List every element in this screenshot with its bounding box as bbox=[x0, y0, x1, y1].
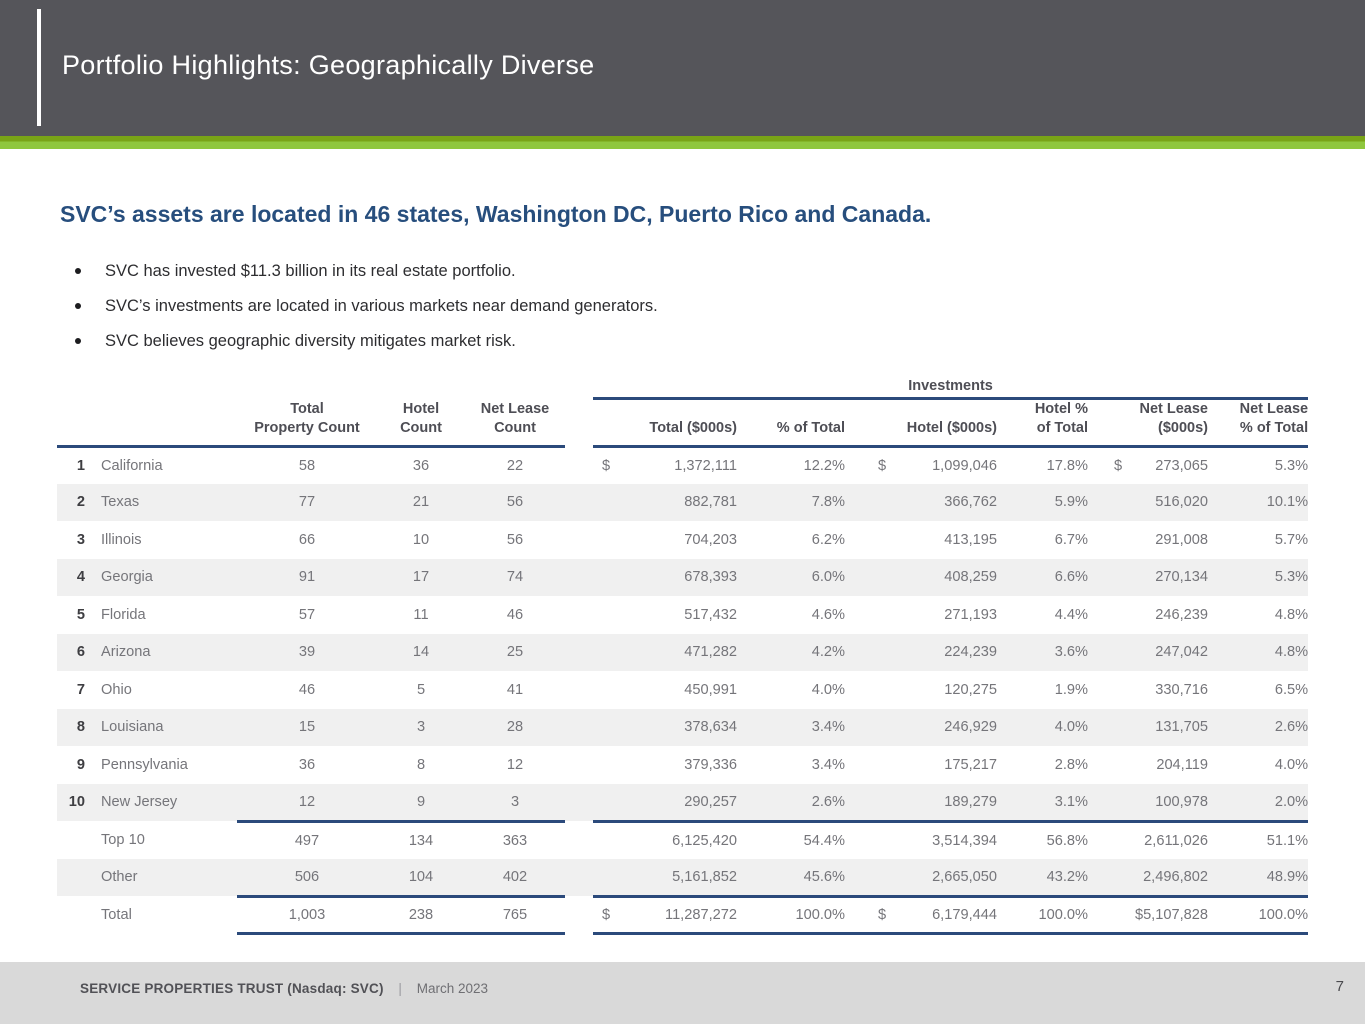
cell-pct_of_total: 3.4% bbox=[811, 756, 845, 773]
table-row bbox=[57, 559, 1308, 597]
cell-pct_of_total: 4.6% bbox=[811, 606, 845, 623]
cell-gap bbox=[565, 746, 593, 784]
investment-total-header: Total ($000s) bbox=[593, 398, 737, 446]
cell-investment_hotel: 175,217 bbox=[944, 756, 997, 773]
cell-net_lease_count: 28 bbox=[506, 719, 524, 736]
cell-property_count: 39 bbox=[298, 644, 316, 661]
cell-investment_net_lease: 2,611,026 bbox=[1125, 821, 1208, 859]
table-row bbox=[57, 671, 1308, 709]
investments-group-header: Investments bbox=[593, 372, 1308, 398]
cell-currency_net_lease bbox=[1088, 746, 1125, 784]
cell-currency_hotel bbox=[845, 634, 889, 672]
cell-net_lease_count: 3 bbox=[510, 793, 520, 810]
investment-net-lease-header: Net Lease ($000s) bbox=[1088, 398, 1208, 446]
cell-investment_net_lease: 291,008 bbox=[1155, 531, 1208, 548]
cell-state: California bbox=[101, 457, 163, 474]
cell-investment_hotel: 6,179,444 bbox=[889, 896, 997, 934]
cell-currency_hotel bbox=[845, 559, 889, 597]
table-row bbox=[57, 521, 1308, 559]
cell-investment_total: 704,203 bbox=[684, 531, 737, 548]
cell-investment_total: 450,991 bbox=[684, 681, 737, 698]
cell-investment_hotel: 246,929 bbox=[944, 719, 997, 736]
cell-investment_total: 882,781 bbox=[684, 494, 737, 511]
cell-investment_hotel: 2,665,050 bbox=[889, 859, 997, 897]
cell-currency_hotel bbox=[845, 596, 889, 634]
table-row bbox=[57, 821, 1308, 859]
cell-investment_hotel: 120,275 bbox=[944, 681, 997, 698]
cell-investment_net_lease: 516,020 bbox=[1155, 494, 1208, 511]
cell-gap bbox=[565, 671, 593, 709]
cell-currency_total bbox=[593, 709, 618, 747]
cell-gap bbox=[565, 596, 593, 634]
cell-hotel_pct_of_total: 2.8% bbox=[1054, 756, 1088, 773]
cell-currency_net_lease bbox=[1088, 596, 1125, 634]
cell-currency_net_lease bbox=[1088, 709, 1125, 747]
cell-pct_of_total: 45.6% bbox=[737, 859, 845, 897]
investment-hotel-header: Hotel ($000s) bbox=[845, 398, 997, 446]
cell-currency_total: $ bbox=[602, 457, 611, 474]
cell-net_lease_pct_of_total: 100.0% bbox=[1208, 896, 1308, 934]
cell-pct_of_total: 6.2% bbox=[811, 531, 845, 548]
cell-currency_net_lease bbox=[1088, 671, 1125, 709]
cell-gap bbox=[565, 821, 593, 859]
cell-investment_total: 517,432 bbox=[684, 606, 737, 623]
cell-property_count: 506 bbox=[237, 859, 377, 897]
cell-hotel_pct_of_total: 43.2% bbox=[997, 859, 1088, 897]
cell-currency_net_lease bbox=[1088, 896, 1125, 934]
cell-hotel_pct_of_total: 56.8% bbox=[997, 821, 1088, 859]
green-stripe bbox=[0, 136, 1365, 149]
cell-currency_hotel bbox=[845, 821, 889, 859]
cell-state: Pennsylvania bbox=[101, 756, 188, 773]
cell-state: Georgia bbox=[101, 569, 153, 586]
cell-rank: 8 bbox=[76, 719, 85, 736]
cell-hotel_pct_of_total: 3.6% bbox=[1054, 644, 1088, 661]
cell-hotel_pct_of_total: 6.6% bbox=[1054, 569, 1088, 586]
cell-currency_total bbox=[593, 634, 618, 672]
cell-currency_total bbox=[593, 671, 618, 709]
cell-rank: 6 bbox=[76, 644, 85, 661]
cell-investment_hotel: 189,279 bbox=[944, 793, 997, 810]
cell-rank: 7 bbox=[76, 681, 85, 698]
cell-currency_hotel bbox=[845, 709, 889, 747]
cell-property_count: 66 bbox=[298, 531, 316, 548]
cell-pct_of_total: 6.0% bbox=[811, 569, 845, 586]
cell-investment_total: 5,161,852 bbox=[618, 859, 737, 897]
cell-rank: 1 bbox=[76, 457, 85, 474]
cell-hotel_count: 3 bbox=[416, 719, 426, 736]
table-row bbox=[57, 784, 1308, 822]
cell-rank: 10 bbox=[68, 794, 85, 811]
cell-investment_hotel: 271,193 bbox=[944, 606, 997, 623]
cell-currency_total: $ bbox=[593, 896, 618, 934]
cell-gap bbox=[565, 521, 593, 559]
cell-investment_net_lease: 273,065 bbox=[1155, 457, 1208, 474]
cell-investment_net_lease: 330,716 bbox=[1155, 681, 1208, 698]
cell-net_lease_count: 25 bbox=[506, 644, 524, 661]
table-body bbox=[57, 446, 1308, 934]
cell-investment_total: 678,393 bbox=[684, 569, 737, 586]
cell-net_lease_count: 74 bbox=[506, 569, 524, 586]
cell-hotel_count: 9 bbox=[416, 793, 426, 810]
cell-pct_of_total: 54.4% bbox=[737, 821, 845, 859]
cell-net_lease_pct_of_total: 5.3% bbox=[1274, 457, 1309, 474]
cell-net_lease_pct_of_total: 6.5% bbox=[1274, 681, 1309, 698]
cell-hotel_pct_of_total: 1.9% bbox=[1054, 681, 1088, 698]
pct-of-total-header: % of Total bbox=[737, 398, 845, 446]
cell-pct_of_total: 3.4% bbox=[811, 719, 845, 736]
slide-title: Portfolio Highlights: Geographically Diverse bbox=[62, 50, 595, 80]
cell-hotel_count: 134 bbox=[377, 821, 465, 859]
cell-property_count: 15 bbox=[298, 719, 316, 736]
cell-gap bbox=[565, 859, 593, 897]
cell-currency_total bbox=[593, 821, 618, 859]
cell-hotel_pct_of_total: 4.0% bbox=[1054, 719, 1088, 736]
cell-investment_total: 6,125,420 bbox=[618, 821, 737, 859]
cell-rank bbox=[57, 896, 85, 934]
cell-hotel_pct_of_total: 3.1% bbox=[1054, 793, 1088, 810]
cell-pct_of_total: 4.0% bbox=[811, 681, 845, 698]
table-row bbox=[57, 446, 1308, 484]
cell-hotel_pct_of_total: 100.0% bbox=[997, 896, 1088, 934]
cell-net_lease_pct_of_total: 2.0% bbox=[1274, 793, 1309, 810]
cell-investment_total: 471,282 bbox=[684, 644, 737, 661]
cell-net_lease_pct_of_total: 2.6% bbox=[1274, 719, 1309, 736]
group-row-spacer bbox=[57, 372, 593, 398]
bullet-text: SVC’s investments are located in various markets near demand generators. bbox=[105, 297, 658, 315]
cell-net_lease_pct_of_total: 4.8% bbox=[1274, 644, 1309, 661]
cell-property_count: 1,003 bbox=[237, 896, 377, 934]
cell-state: Ohio bbox=[101, 681, 132, 698]
cell-state: Illinois bbox=[101, 531, 142, 548]
cell-currency_net_lease bbox=[1088, 484, 1125, 522]
hotel-count-header: Hotel Count bbox=[377, 398, 465, 446]
cell-hotel_count: 104 bbox=[377, 859, 465, 897]
table-row bbox=[57, 896, 1308, 934]
cell-currency_hotel bbox=[845, 859, 889, 897]
table-row bbox=[57, 634, 1308, 672]
cell-net_lease_pct_of_total: 4.8% bbox=[1274, 606, 1309, 623]
cell-state: Total bbox=[101, 906, 132, 923]
bullet-icon bbox=[75, 268, 81, 274]
cell-property_count: 36 bbox=[298, 756, 316, 773]
cell-net_lease_pct_of_total: 4.0% bbox=[1274, 756, 1309, 773]
footer-text bbox=[80, 981, 488, 996]
footer-date: March 2023 bbox=[416, 981, 488, 996]
cell-property_count: 91 bbox=[298, 569, 316, 586]
cell-net_lease_count: 363 bbox=[465, 821, 565, 859]
table-row bbox=[57, 709, 1308, 747]
cell-property_count: 12 bbox=[298, 793, 316, 810]
cell-investment_net_lease: 100,978 bbox=[1155, 793, 1208, 810]
cell-investment_total: 379,336 bbox=[684, 756, 737, 773]
cell-currency_net_lease bbox=[1088, 859, 1125, 897]
company-name: SERVICE PROPERTIES TRUST (Nasdaq: SVC) bbox=[80, 981, 384, 996]
cell-investment_net_lease: 131,705 bbox=[1155, 719, 1208, 736]
cell-investment_net_lease: 270,134 bbox=[1155, 569, 1208, 586]
cell-rank: 2 bbox=[76, 494, 85, 511]
cell-investment_total: 11,287,272 bbox=[618, 896, 737, 934]
cell-currency_hotel bbox=[845, 521, 889, 559]
table-row bbox=[57, 484, 1308, 522]
cell-investment_hotel: 408,259 bbox=[944, 569, 997, 586]
cell-net_lease_count: 56 bbox=[506, 494, 524, 511]
net-lease-count-header: Net Lease Count bbox=[465, 398, 565, 446]
cell-pct_of_total: 12.2% bbox=[803, 457, 845, 474]
cell-property_count: 57 bbox=[298, 606, 316, 623]
bullet-text: SVC believes geographic diversity mitigates market risk. bbox=[105, 332, 516, 350]
header-bar bbox=[0, 0, 1365, 136]
table-row bbox=[57, 746, 1308, 784]
hotel-pct-header: Hotel % of Total bbox=[997, 398, 1088, 446]
cell-hotel_count: 8 bbox=[416, 756, 426, 773]
cell-net_lease_count: 22 bbox=[506, 457, 524, 474]
cell-net_lease_count: 56 bbox=[506, 531, 524, 548]
cell-gap bbox=[565, 634, 593, 672]
cell-net_lease_count: 12 bbox=[506, 756, 524, 773]
cell-net_lease_pct_of_total: 10.1% bbox=[1266, 494, 1309, 511]
cell-currency_net_lease bbox=[1088, 521, 1125, 559]
portfolio-table-wrapper bbox=[57, 372, 1308, 935]
cell-investment_net_lease: 2,496,802 bbox=[1125, 859, 1208, 897]
footer-band bbox=[0, 962, 1365, 1024]
cell-investment_net_lease: 204,119 bbox=[1156, 756, 1208, 773]
cell-investment_total: 290,257 bbox=[684, 793, 737, 810]
cell-rank bbox=[57, 859, 85, 897]
cell-pct_of_total: 4.2% bbox=[811, 644, 845, 661]
cell-gap bbox=[565, 484, 593, 522]
bullet-list bbox=[75, 261, 658, 366]
cell-net_lease_count: 41 bbox=[506, 681, 524, 698]
cell-net_lease_pct_of_total: 51.1% bbox=[1208, 821, 1308, 859]
cell-property_count: 46 bbox=[298, 681, 316, 698]
cell-investment_net_lease: 247,042 bbox=[1155, 644, 1208, 661]
net-lease-pct-header: Net Lease % of Total bbox=[1208, 398, 1308, 446]
cell-state: Louisiana bbox=[101, 719, 164, 736]
cell-hotel_pct_of_total: 17.8% bbox=[1046, 457, 1088, 474]
cell-rank: 3 bbox=[76, 531, 85, 548]
cell-gap bbox=[565, 559, 593, 597]
slide-heading: SVC’s assets are located in 46 states, Washington DC, Puerto Rico and Canada. bbox=[60, 201, 932, 227]
cell-investment_hotel: 224,239 bbox=[944, 644, 997, 661]
bullet-icon bbox=[75, 303, 81, 309]
cell-currency_net_lease bbox=[1088, 821, 1125, 859]
cell-investment_hotel: 413,195 bbox=[944, 531, 997, 548]
cell-hotel_count: 21 bbox=[412, 494, 430, 511]
cell-state: Texas bbox=[101, 494, 140, 511]
cell-currency_hotel bbox=[845, 671, 889, 709]
cell-state: Arizona bbox=[101, 644, 151, 661]
cell-state: Florida bbox=[101, 606, 146, 623]
cell-investment_net_lease: $5,107,828 bbox=[1125, 896, 1208, 934]
cell-currency_hotel bbox=[845, 784, 889, 822]
cell-rank bbox=[57, 821, 85, 859]
cell-pct_of_total: 2.6% bbox=[811, 793, 845, 810]
cell-investment_net_lease: 246,239 bbox=[1155, 606, 1208, 623]
title-accent-bar bbox=[37, 9, 41, 126]
table-row bbox=[57, 596, 1308, 634]
cell-investment_total: 1,372,111 bbox=[674, 457, 737, 474]
cell-hotel_pct_of_total: 5.9% bbox=[1054, 494, 1088, 511]
bullet-item bbox=[75, 261, 658, 281]
cell-currency_hotel: $ bbox=[878, 457, 887, 474]
cell-hotel_count: 14 bbox=[412, 644, 430, 661]
cell-rank: 4 bbox=[76, 569, 85, 586]
cell-property_count: 497 bbox=[237, 821, 377, 859]
cell-rank: 5 bbox=[76, 606, 85, 623]
cell-currency_hotel: $ bbox=[845, 896, 889, 934]
cell-currency_net_lease bbox=[1088, 559, 1125, 597]
cell-currency_total bbox=[593, 559, 618, 597]
cell-investment_hotel: 3,514,394 bbox=[889, 821, 997, 859]
cell-pct_of_total: 7.8% bbox=[811, 494, 845, 511]
cell-currency_total bbox=[593, 484, 618, 522]
bullet-item bbox=[75, 296, 658, 316]
cell-net_lease_count: 402 bbox=[465, 859, 565, 897]
cell-gap bbox=[565, 784, 593, 822]
cell-currency_hotel bbox=[845, 746, 889, 784]
table-row bbox=[57, 859, 1308, 897]
cell-hotel_count: 10 bbox=[412, 531, 430, 548]
column-header-row bbox=[57, 398, 1308, 446]
footer-separator: | bbox=[398, 981, 402, 996]
property-count-header: Total Property Count bbox=[237, 398, 377, 446]
portfolio-table bbox=[57, 372, 1308, 935]
cell-state: Other bbox=[101, 869, 138, 886]
cell-net_lease_pct_of_total: 48.9% bbox=[1208, 859, 1308, 897]
cell-state: Top 10 bbox=[101, 831, 145, 848]
cell-hotel_count: 36 bbox=[412, 457, 430, 474]
cell-net_lease_pct_of_total: 5.7% bbox=[1274, 531, 1309, 548]
gap-column bbox=[565, 398, 593, 446]
cell-hotel_pct_of_total: 4.4% bbox=[1054, 606, 1088, 623]
cell-gap bbox=[565, 709, 593, 747]
cell-state: New Jersey bbox=[101, 794, 178, 811]
bullet-text: SVC has invested $11.3 billion in its real estate portfolio. bbox=[105, 262, 516, 280]
cell-rank: 9 bbox=[76, 756, 85, 773]
cell-investment_hotel: 366,762 bbox=[944, 494, 997, 511]
cell-currency_net_lease bbox=[1088, 634, 1125, 672]
cell-property_count: 58 bbox=[298, 457, 316, 474]
rank-state-header bbox=[57, 398, 237, 446]
cell-investment_hotel: 1,099,046 bbox=[932, 457, 997, 474]
cell-net_lease_count: 765 bbox=[465, 896, 565, 934]
cell-currency_net_lease bbox=[1088, 784, 1125, 822]
investments-group-row bbox=[57, 372, 1308, 398]
cell-currency_total bbox=[593, 784, 618, 822]
cell-net_lease_pct_of_total: 5.3% bbox=[1274, 569, 1309, 586]
bullet-item bbox=[75, 331, 658, 351]
cell-pct_of_total: 100.0% bbox=[737, 896, 845, 934]
cell-hotel_pct_of_total: 6.7% bbox=[1054, 531, 1088, 548]
cell-net_lease_count: 46 bbox=[506, 606, 524, 623]
cell-gap bbox=[565, 896, 593, 934]
cell-gap bbox=[565, 446, 593, 484]
bullet-icon bbox=[75, 338, 81, 344]
cell-currency_total bbox=[593, 596, 618, 634]
cell-currency_total bbox=[593, 746, 618, 784]
cell-currency_total bbox=[593, 859, 618, 897]
cell-currency_net_lease: $ bbox=[1114, 457, 1123, 474]
cell-hotel_count: 238 bbox=[377, 896, 465, 934]
cell-hotel_count: 17 bbox=[412, 569, 430, 586]
page-number: 7 bbox=[1335, 978, 1344, 995]
cell-currency_total bbox=[593, 521, 618, 559]
cell-property_count: 77 bbox=[298, 494, 316, 511]
cell-hotel_count: 5 bbox=[416, 681, 426, 698]
cell-investment_total: 378,634 bbox=[684, 719, 737, 736]
cell-hotel_count: 11 bbox=[413, 606, 429, 623]
cell-currency_hotel bbox=[845, 484, 889, 522]
